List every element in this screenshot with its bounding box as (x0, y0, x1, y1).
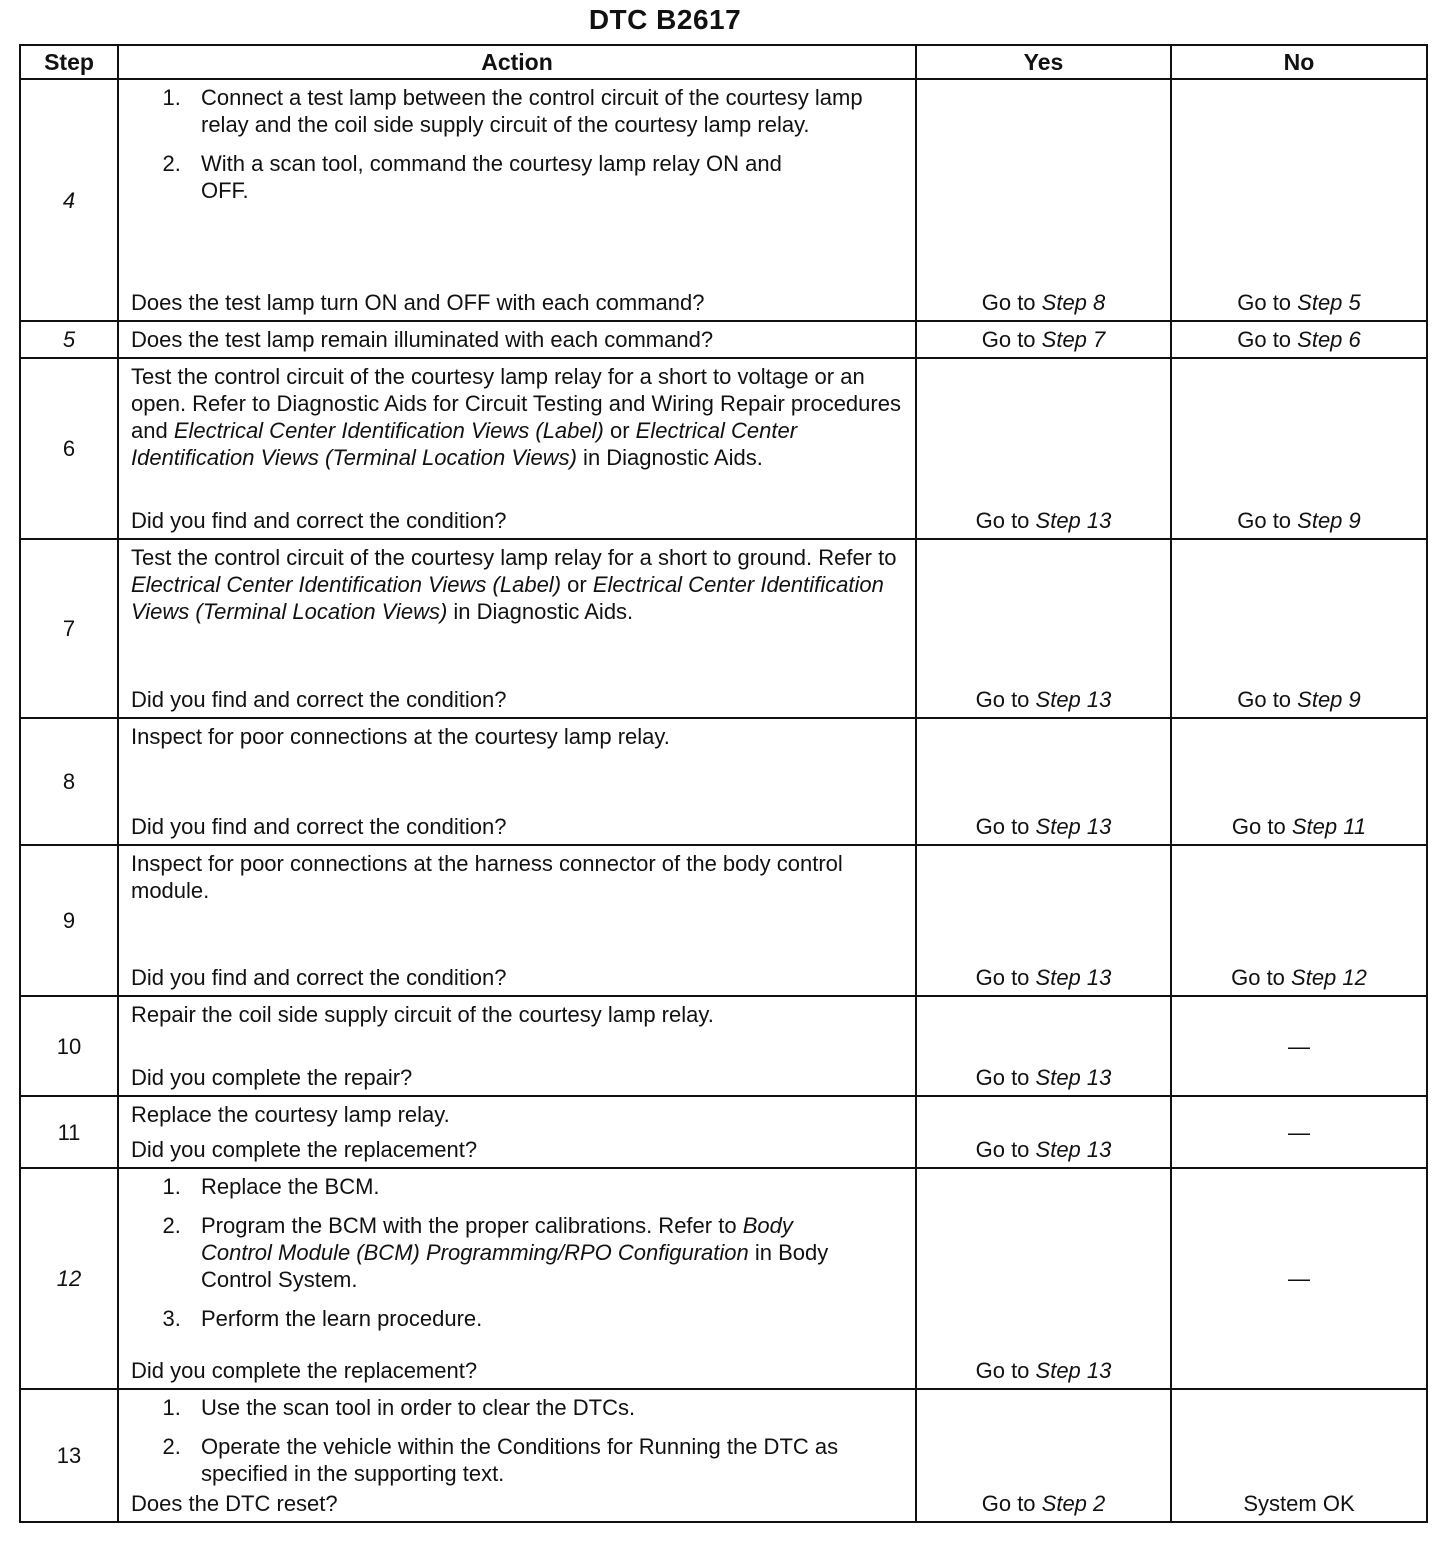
table-row (20, 79, 1427, 321)
yes-step-link[interactable]: Step 13 (1035, 1358, 1112, 1383)
yes-step-link[interactable]: Step 13 (1035, 814, 1112, 839)
dtc-table (19, 44, 1428, 1523)
action-text: Repair the coil side supply circuit of the courtesy lamp relay. (131, 1002, 714, 1027)
yes-cell (916, 79, 1171, 321)
question-text: Does the test lamp remain illuminated with each command? (131, 327, 714, 352)
table-row (20, 321, 1427, 358)
yes-cell (916, 358, 1171, 539)
yes-prefix: Go to (975, 1137, 1036, 1162)
yes-cell (916, 718, 1171, 845)
action-text-part: Program the BCM with the proper calibrations. Refer to (201, 1213, 743, 1238)
list-item: 1. Connect a test lamp between the control circuit of the courtesy lamp relay and the coil side supply circuit of the courtesy lamp relay. (187, 84, 905, 138)
table-row (20, 1168, 1427, 1389)
yes-step-link[interactable]: Step 8 (1041, 290, 1106, 315)
step-number: 6 (20, 358, 118, 539)
action-cell (118, 1096, 916, 1168)
no-prefix: Go to (1231, 965, 1292, 990)
step-header: Step (20, 45, 118, 79)
action-text-part: Test the control circuit of the courtesy lamp relay for a short to voltage or an open. Refer to Diagnostic Aids for Circuit Testing and Wiring Repair procedures and (131, 364, 901, 443)
question-text: Did you complete the replacement? (131, 1358, 478, 1383)
yes-prefix: Go to (975, 508, 1036, 533)
action-header: Action (118, 45, 916, 79)
question-text: Did you find and correct the condition? (131, 508, 507, 533)
table-row (20, 1096, 1427, 1168)
step-number: 12 (20, 1168, 118, 1389)
reference-link[interactable]: Body Control Module (BCM) Programming/RPO Configuration (201, 1213, 793, 1265)
list-item: 2. With a scan tool, command the courtesy lamp relay ON and OFF. (187, 150, 905, 204)
no-cell (1171, 845, 1427, 996)
page-title: DTC B2617 (588, 4, 742, 35)
yes-prefix: Go to (975, 1358, 1036, 1383)
reference-link[interactable]: Electrical Center Identification Views (Terminal Location Views) (131, 418, 798, 470)
yes-cell (916, 1096, 1171, 1168)
step-number: 13 (20, 1389, 118, 1522)
yes-prefix: Go to (981, 290, 1042, 315)
step-number: 10 (20, 996, 118, 1096)
action-text-part: Test the control circuit of the courtesy lamp relay for a short to ground. Refer to (131, 545, 897, 570)
action-text (131, 544, 905, 625)
list-item: 3. Perform the learn procedure. (187, 1305, 905, 1332)
no-cell (1171, 321, 1427, 358)
yes-cell (916, 1168, 1171, 1389)
no-header: No (1171, 45, 1427, 79)
action-cell (118, 718, 916, 845)
question-text: Did you complete the replacement? (131, 1137, 478, 1162)
yes-cell (916, 996, 1171, 1096)
reference-link[interactable]: Electrical Center Identification Views (Label) (131, 572, 562, 597)
no-cell: — (1171, 1096, 1427, 1168)
yes-step-link[interactable]: Step 13 (1035, 965, 1112, 990)
step-number: 5 (20, 321, 118, 358)
no-cell: System OK (1171, 1389, 1427, 1522)
question-text: Did you complete the repair? (131, 1065, 413, 1090)
list-item (187, 1212, 905, 1293)
no-cell (1171, 79, 1427, 321)
action-text-part: or (603, 418, 636, 443)
no-prefix: Go to (1237, 687, 1298, 712)
action-text-part: or (561, 572, 593, 597)
no-prefix: Go to (1231, 814, 1292, 839)
yes-prefix: Go to (981, 327, 1042, 352)
no-cell (1171, 358, 1427, 539)
question-text: Does the test lamp turn ON and OFF with each command? (131, 290, 705, 315)
yes-prefix: Go to (981, 1491, 1042, 1516)
action-cell (118, 1389, 916, 1522)
question-text: Did you find and correct the condition? (131, 965, 507, 990)
action-text: Replace the courtesy lamp relay. (131, 1102, 450, 1127)
action-cell (118, 1168, 916, 1389)
question-text: Does the DTC reset? (131, 1491, 338, 1516)
yes-prefix: Go to (975, 814, 1036, 839)
no-step-link[interactable]: Step 9 (1297, 687, 1361, 712)
action-list (131, 1394, 905, 1487)
list-item: 2. Operate the vehicle within the Conditions for Running the DTC as specified in the supporting text. (187, 1433, 905, 1487)
yes-cell (916, 845, 1171, 996)
step-number: 4 (20, 79, 118, 321)
table-header-row (20, 45, 1427, 79)
no-prefix: Go to (1237, 327, 1298, 352)
table-row (20, 996, 1427, 1096)
list-item: 1. Replace the BCM. (187, 1173, 905, 1200)
action-cell (118, 79, 916, 321)
table-row (20, 845, 1427, 996)
reference-link[interactable]: Electrical Center Identification Views (Terminal Location Views) (131, 572, 884, 624)
yes-prefix: Go to (975, 1065, 1036, 1090)
action-list (131, 1173, 905, 1332)
no-cell (1171, 718, 1427, 845)
no-step-link[interactable]: Step 5 (1297, 290, 1361, 315)
action-text-part: in Body Control System. (201, 1240, 829, 1292)
yes-prefix: Go to (975, 965, 1036, 990)
yes-step-link[interactable]: Step 13 (1035, 687, 1112, 712)
action-cell (118, 358, 916, 539)
no-prefix: Go to (1237, 290, 1298, 315)
no-cell (1171, 539, 1427, 718)
reference-link[interactable]: Electrical Center Identification Views (Label) (173, 418, 604, 443)
action-cell (118, 845, 916, 996)
question-text: Did you find and correct the condition? (131, 814, 507, 839)
no-cell: — (1171, 996, 1427, 1096)
yes-cell (916, 539, 1171, 718)
action-text: Inspect for poor connections at the harness connector of the body control module. (131, 851, 843, 903)
action-cell (118, 539, 916, 718)
table-row (20, 718, 1427, 845)
no-step-link[interactable]: Step 11 (1291, 814, 1367, 839)
yes-step-link[interactable]: Step 13 (1035, 1065, 1112, 1090)
action-cell (118, 996, 916, 1096)
no-prefix: Go to (1237, 508, 1298, 533)
action-text (131, 363, 905, 471)
question-text: Did you find and correct the condition? (131, 687, 507, 712)
no-step-link[interactable]: Step 12 (1291, 965, 1367, 990)
yes-header: Yes (916, 45, 1171, 79)
yes-step-link[interactable]: Step 13 (1035, 508, 1112, 533)
step-number: 9 (20, 845, 118, 996)
table-row (20, 1389, 1427, 1522)
yes-step-link[interactable]: Step 7 (1041, 327, 1106, 352)
no-step-link[interactable]: Step 9 (1297, 508, 1361, 533)
yes-step-link[interactable]: Step 2 (1041, 1491, 1106, 1516)
list-item: 1. Use the scan tool in order to clear the DTCs. (187, 1394, 905, 1421)
yes-prefix: Go to (975, 687, 1036, 712)
action-text-part: in Diagnostic Aids. (576, 445, 763, 470)
table-row (20, 358, 1427, 539)
action-cell (118, 321, 916, 358)
step-number: 8 (20, 718, 118, 845)
yes-cell (916, 321, 1171, 358)
yes-cell (916, 1389, 1171, 1522)
action-list (131, 84, 905, 204)
no-cell: — (1171, 1168, 1427, 1389)
step-number: 7 (20, 539, 118, 718)
action-text-part: in Diagnostic Aids. (447, 599, 634, 624)
step-number: 11 (20, 1096, 118, 1168)
no-step-link[interactable]: Step 6 (1297, 327, 1361, 352)
action-text: Inspect for poor connections at the courtesy lamp relay. (131, 724, 670, 749)
table-row (20, 539, 1427, 718)
yes-step-link[interactable]: Step 13 (1035, 1137, 1112, 1162)
